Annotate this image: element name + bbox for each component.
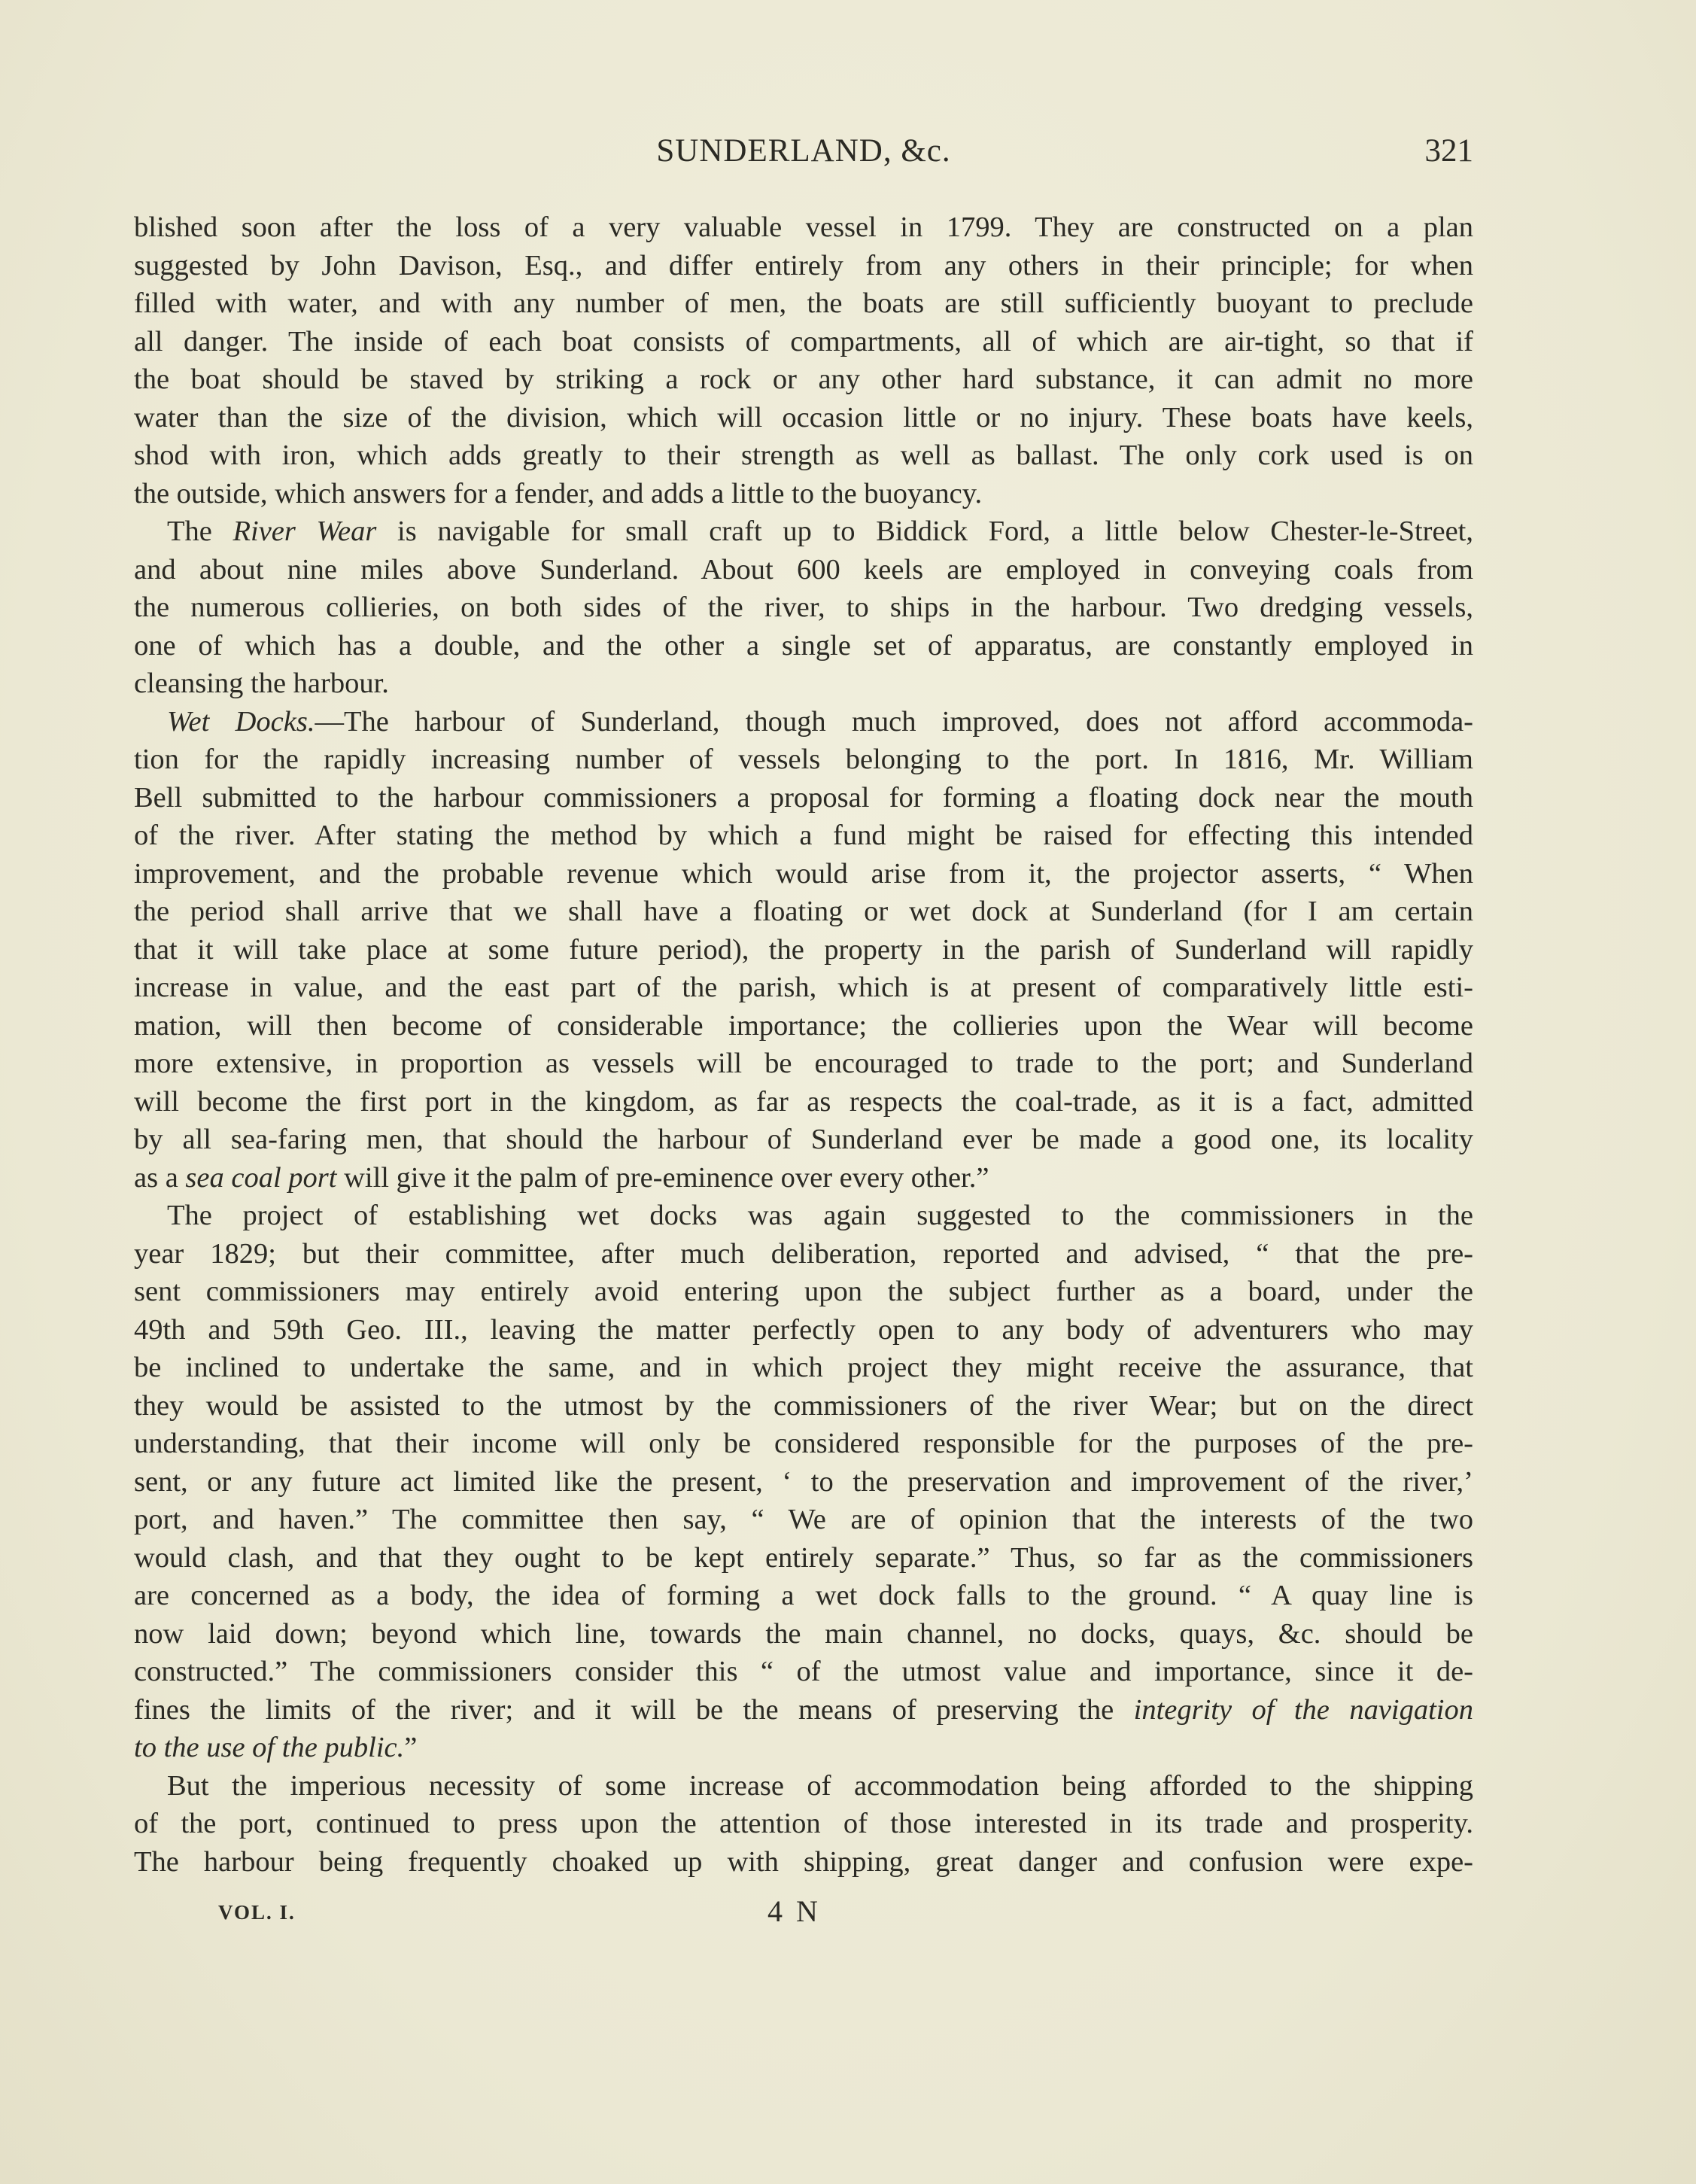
text-line: are concerned as a body, the idea of forming a wet dock falls to the ground. “ A quay line is [134,1580,1473,1611]
text-line: The project of establishing wet docks was again suggested to the commissioners in the [167,1200,1473,1231]
italic-phrase: to the use of the public. [134,1732,405,1763]
text-line: they would be assisted to the utmost by the commissioners of the river Wear; but on the direct [134,1389,1473,1422]
text-line: the boat should be staved by striking a rock or any other hard substance, it can admit no more [134,363,1473,395]
text-line: of the river. After stating the method by which a fund might be raised for effecting this intended [134,820,1473,851]
tail-rest: will give it the palm of pre-eminence over every other.” [336,1161,989,1194]
line-text: fines the limits of the river; and it will be the means of preserving the [134,1693,1134,1726]
text-line: sent commissioners may entirely avoid entering upon the subject further as a board, under the [134,1276,1473,1307]
text-line: But the imperious necessity of some increase of accommodation being afforded to the shipping [167,1769,1473,1802]
lead-rest: is navigable for small craft up to Biddick Ford, a little below Chester-le-Street, [376,516,1473,547]
text-line [134,703,1473,741]
sea-coal-port: sea coal port [185,1161,337,1194]
text-line: that it will take place at some future period), the property in the parish of Sunderland will rapidly [134,933,1473,966]
text-line: of the port, continued to press upon the attention of those interested in its trade and prosperity. [134,1808,1473,1839]
text-line: port, and haven.” The committee then say, “ We are of opinion that the interests of the two [134,1504,1473,1535]
text-line: will become the first port in the kingdom, as far as respects the coal-trade, as it is a fact, admitted [134,1085,1473,1118]
wet-docks-heading: Wet Docks. [167,705,315,738]
italic-phrase: integrity of the navigation [1133,1693,1473,1726]
text-line: all danger. The inside of each boat consists of compartments, all of which are air-tight, so that if [134,325,1473,357]
text-line: the numerous collieries, on both sides of the river, to ships in the harbour. Two dredging vessels, [134,592,1473,623]
text-line: understanding, that their income will only be considered responsible for the purposes of the pre- [134,1428,1473,1459]
paragraph-necessity [134,1767,1473,1881]
running-title: SUNDERLAND, &c. [656,133,951,169]
page-footer [134,1894,1473,1931]
volume-label: VOL. I. [218,1901,296,1924]
page-number: 321 [1424,133,1473,169]
text-line: would clash, and that they ought to be kept entirely separate.” Thus, so far as the commissioners [134,1541,1473,1574]
text-line: be inclined to undertake the same, and in which project they might receive the assurance, that [134,1352,1473,1383]
printer-signature: 4 N [767,1894,821,1928]
text-line: shod with iron, which adds greatly to their strength as well as ballast. The only cork used is on [134,440,1473,471]
text-line: one of which has a double, and the other a single set of apparatus, are constantly employed in [134,629,1473,662]
text-line: cleansing the harbour. [134,668,389,699]
text-line: the outside, which answers for a fender, and adds a little to the buoyancy. [134,477,983,509]
text-line: 49th and 59th Geo. III., leaving the matter perfectly open to any body of adventurers who may [134,1313,1473,1346]
text-line: year 1829; but their committee, after much deliberation, reported and advised, “ that the pre- [134,1237,1473,1270]
text-line: improvement, and the probable revenue which would arise from it, the projector asserts, “ When [134,857,1473,890]
text-line: constructed.” The commissioners consider this “ of the utmost value and importance, since it de- [134,1656,1473,1687]
text-line: suggested by John Davison, Esq., and differ entirely from any others in their principle; for when [134,249,1473,281]
page-header [134,132,1473,178]
text-line [134,1159,1473,1197]
text-line: tion for the rapidly increasing number of vessels belonging to the port. In 1816, Mr. William [134,744,1473,775]
text-line: sent, or any future act limited like the present, ‘ to the preservation and improvement of the river,’ [134,1465,1473,1498]
text-line [134,1691,1473,1729]
tail-text: as a [134,1161,186,1194]
text-line: Bell submitted to the harbour commissioners a proposal for forming a floating dock near the mouth [134,781,1473,814]
paragraph-wet-docks [134,703,1473,1197]
paragraph-lifeboats [134,208,1473,513]
text-line: The harbour being frequently choaked up with shipping, great danger and confusion were expe- [134,1845,1473,1878]
text-line: mation, will then become of considerable importance; the collieries upon the Wear will become [134,1009,1473,1042]
text-line [134,1729,1473,1767]
text-line [134,513,1473,551]
text-line: increase in value, and the east part of the parish, which is at present of comparatively little esti- [134,972,1473,1003]
text-line: now laid down; beyond which line, towards the main channel, no docks, quays, &c. should be [134,1617,1473,1650]
river-wear-heading: River Wear [233,516,377,547]
text-line: more extensive, in proportion as vessels will be encouraged to trade to the port; and Sunderland [134,1048,1473,1079]
body-text [134,208,1473,1881]
text-line: by all sea-faring men, that should the harbour of Sunderland ever be made a good one, its locality [134,1124,1473,1155]
text-line: blished soon after the loss of a very valuable vessel in 1799. They are constructed on a plan [134,211,1473,243]
text-line: and about nine miles above Sunderland. About 600 keels are employed in conveying coals from [134,553,1473,586]
lead-text: The [167,516,233,547]
lead-rest: —The harbour of Sunderland, though much improved, does not afford accommoda- [315,705,1473,738]
closing-quote: ” [404,1732,418,1763]
text-line: the period shall arrive that we shall have a floating or wet dock at Sunderland (for I am certain [134,896,1473,927]
paragraph-river-wear [134,513,1473,703]
text-line: filled with water, and with any number of men, the boats are still sufficiently buoyant to preclude [134,287,1473,319]
text-line: water than the size of the division, which will occasion little or no injury. These boats have keels, [134,401,1473,433]
paragraph-project-1829 [134,1197,1473,1767]
